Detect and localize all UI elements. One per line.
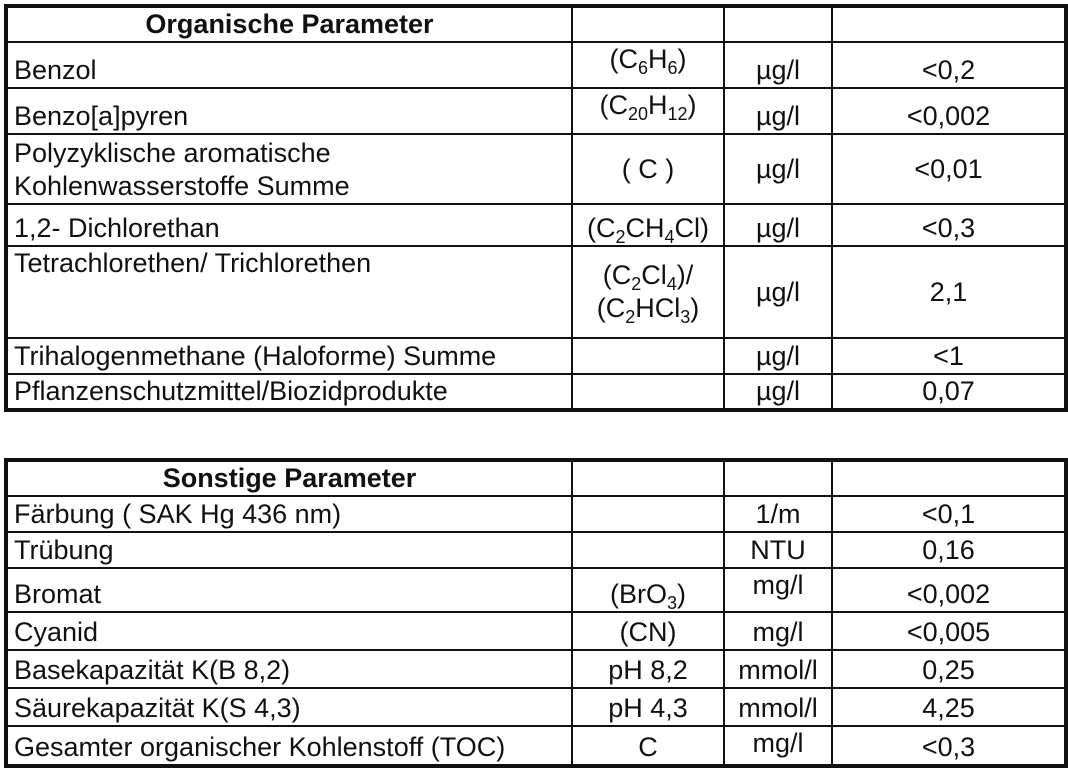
formula-text: $(C_2Cl_4)/$ $(C_2HCl_3)$: [596, 260, 700, 327]
formula-text: (BrO$_3$): [609, 579, 686, 612]
table-row: [6, 338, 1066, 374]
unit-cell: mg/l: [724, 726, 832, 766]
empty-cell: [832, 6, 1066, 42]
value-cell: <0,3: [832, 204, 1066, 246]
empty-cell: [572, 460, 724, 496]
value-cell: <0,002: [832, 88, 1066, 134]
value-cell: <1: [832, 338, 1066, 374]
formula-text: $(C_6H_6)$: [609, 44, 687, 78]
unit-cell: mg/l: [724, 568, 832, 612]
formula-cell: (CN): [572, 612, 724, 650]
value-cell: <0,3: [832, 726, 1066, 766]
empty-cell: [572, 6, 724, 42]
table-row: [6, 532, 1066, 568]
value-cell: 0,16: [832, 532, 1066, 568]
formula-cell: [572, 338, 724, 374]
unit-cell: µg/l: [724, 134, 832, 204]
parameter-name: Gesamter organischer Kohlenstoff (TOC): [6, 726, 572, 766]
formula-cell: [572, 532, 724, 568]
parameter-name: 1,2- Dichlorethan: [6, 204, 572, 246]
organic-parameters-table: [4, 4, 1068, 412]
unit-cell: µg/l: [724, 204, 832, 246]
unit-cell: 1/m: [724, 496, 832, 532]
unit-cell: µg/l: [724, 338, 832, 374]
unit-cell: µg/l: [724, 374, 832, 410]
table-row: [6, 374, 1066, 410]
parameter-name: Säurekapazität K(S 4,3): [6, 688, 572, 726]
unit-cell: µg/l: [724, 246, 832, 338]
value-cell: <0,005: [832, 612, 1066, 650]
table-row: [6, 726, 1066, 766]
parameter-name: Tetrachlorethen/ Trichlorethen: [6, 246, 572, 338]
formula-cell: [572, 496, 724, 532]
unit-cell: NTU: [724, 532, 832, 568]
formula-cell: ( C ): [572, 134, 724, 204]
table-header-row: [6, 460, 1066, 496]
table-row: [6, 612, 1066, 650]
formula-cell: [572, 42, 724, 88]
section-header: Organische Parameter: [6, 6, 572, 42]
formula-cell: pH 8,2: [572, 650, 724, 688]
value-cell: 2,1: [832, 246, 1066, 338]
parameter-name: Bromat: [6, 568, 572, 612]
parameter-name: [6, 134, 572, 204]
formula-cell: [572, 204, 724, 246]
unit-cell: µg/l: [724, 88, 832, 134]
unit-cell: mg/l: [724, 612, 832, 650]
table-row: [6, 246, 1066, 338]
empty-cell: [724, 460, 832, 496]
empty-cell: [832, 460, 1066, 496]
unit-cell: µg/l: [724, 42, 832, 88]
formula-cell: C: [572, 726, 724, 766]
parameter-name-line: Polyzyklische aromatische: [14, 138, 331, 168]
table-row: [6, 204, 1066, 246]
value-cell: 0,07: [832, 374, 1066, 410]
value-cell: <0,002: [832, 568, 1066, 612]
parameter-name: Basekapazität K(B 8,2): [6, 650, 572, 688]
table-row: [6, 650, 1066, 688]
formula-cell: [572, 568, 724, 612]
parameter-name: Trübung: [6, 532, 572, 568]
parameter-name-line: Kohlenwasserstoffe Summe: [14, 171, 350, 201]
table-row: [6, 134, 1066, 204]
value-cell: <0,2: [832, 42, 1066, 88]
parameter-name: Cyanid: [6, 612, 572, 650]
formula-text: $(C_2CH_4Cl)$: [586, 213, 710, 246]
table-header-row: [6, 6, 1066, 42]
parameter-name: Benzo[a]pyren: [6, 88, 572, 134]
table-row: [6, 42, 1066, 88]
formula-text: $(C_{20}H_{12})$: [599, 90, 697, 124]
value-cell: 4,25: [832, 688, 1066, 726]
parameter-name: Färbung ( SAK Hg 436 nm): [6, 496, 572, 532]
section-header: Sonstige Parameter: [6, 460, 572, 496]
table-row: [6, 688, 1066, 726]
table-row: [6, 568, 1066, 612]
value-cell: <0,1: [832, 496, 1066, 532]
value-cell: <0,01: [832, 134, 1066, 204]
empty-cell: [724, 6, 832, 42]
value-cell: 0,25: [832, 650, 1066, 688]
formula-cell: pH 4,3: [572, 688, 724, 726]
other-parameters-table: [4, 458, 1068, 768]
formula-cell: [572, 246, 724, 338]
parameter-name: Benzol: [6, 42, 572, 88]
table-row: [6, 88, 1066, 134]
unit-cell: mmol/l: [724, 650, 832, 688]
parameter-name: Pflanzenschutzmittel/Biozidprodukte: [6, 374, 572, 410]
unit-cell: mmol/l: [724, 688, 832, 726]
table-row: [6, 496, 1066, 532]
parameter-name: Trihalogenmethane (Haloforme) Summe: [6, 338, 572, 374]
formula-cell: [572, 374, 724, 410]
formula-cell: [572, 88, 724, 134]
